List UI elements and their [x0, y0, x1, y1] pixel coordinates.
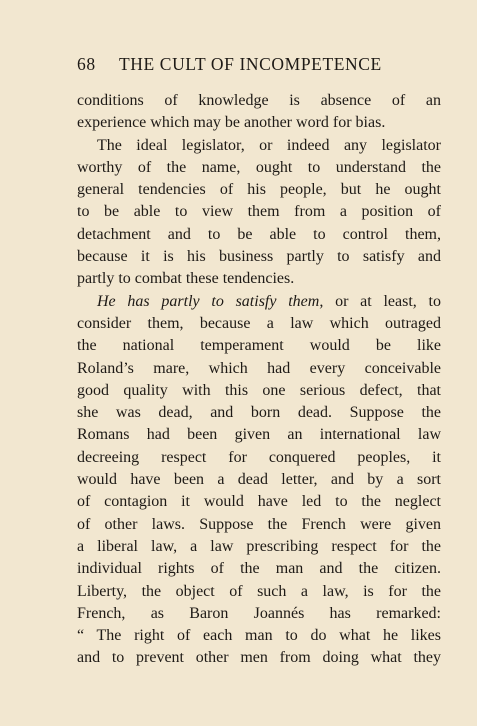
body-text — [77, 90, 441, 670]
text-line: partly to combat these tendencies. — [77, 270, 295, 288]
text-line: French, as Baron Joannés has remarked: — [77, 604, 441, 622]
text-line: because it is his business partly to satisfy and — [77, 248, 441, 266]
text-line: decreeing respect for conquered peoples, it — [77, 448, 441, 466]
text-fragment: or at least, to — [323, 292, 441, 310]
page-header — [77, 54, 441, 80]
page-number: 68 — [77, 54, 96, 74]
text-line: the national temperament would be like — [77, 337, 441, 355]
paragraph-start-line: The ideal legislator, or indeed any legislator — [97, 136, 441, 154]
text-line: detachment and to be able to control them, — [77, 225, 441, 243]
text-line: Romans had been given an international law — [77, 426, 441, 444]
text-line: general tendencies of his people, but he ought — [77, 181, 441, 199]
text-line: of other laws. Suppose the French were given — [77, 515, 441, 533]
italic-phrase: He has partly to satisfy them, — [97, 292, 324, 310]
text-line: consider them, because a law which outraged — [77, 314, 441, 332]
text-line: and to prevent other men from doing what they — [77, 649, 441, 667]
text-line: good quality with this one serious defect, that — [77, 381, 441, 399]
text-line: individual rights of the man and the citizen. — [77, 560, 441, 578]
text-line: Liberty, the object of such a law, is for the — [77, 582, 441, 600]
text-line: to be able to view them from a position of — [77, 203, 441, 221]
text-line: experience which may be another word for bias. — [77, 114, 386, 132]
paragraph-start-line — [77, 291, 441, 313]
text-line: would have been a dead letter, and by a sort — [77, 471, 441, 489]
text-line: of contagion it would have led to the neglect — [77, 493, 441, 511]
running-title: THE CULT OF INCOMPETENCE — [119, 54, 382, 74]
text-line: a liberal law, a law prescribing respect for the — [77, 537, 441, 555]
text-line: “ The right of each man to do what he likes — [77, 627, 441, 645]
text-line: conditions of knowledge is absence of an — [77, 92, 441, 109]
text-line: worthy of the name, ought to understand the — [77, 158, 441, 176]
text-line: Roland’s mare, which had every conceivable — [77, 359, 441, 377]
text-line: she was dead, and born dead. Suppose the — [77, 404, 441, 422]
